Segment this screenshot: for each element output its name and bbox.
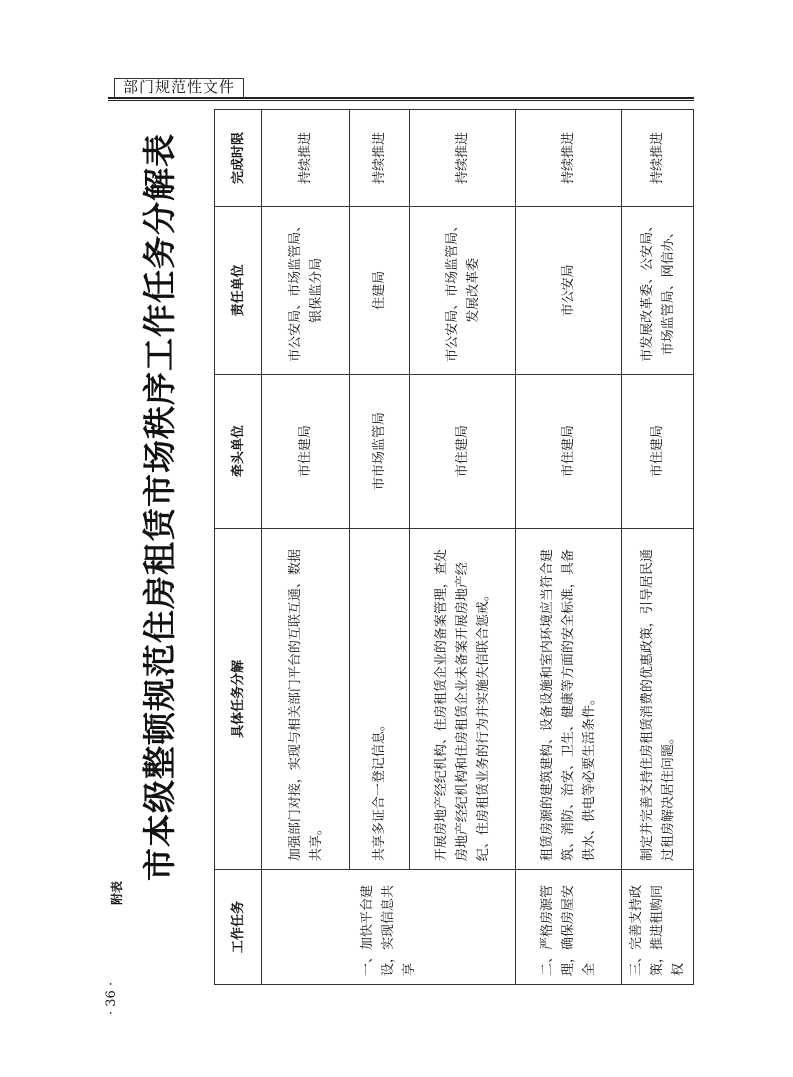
- responsible-cell: 住建局: [350, 206, 410, 374]
- detail-cell: 开展房地产经纪机构、住房租赁企业的备案管理，查处房地产经纪机构和住房租赁企业未备案开展房地产经纪、住房租赁业务的行为并实施失信联合惩戒。: [410, 528, 516, 870]
- detail-cell: 加强部门对接，实现与相关部门平台的互联互通、数据共享。: [262, 528, 350, 870]
- rotated-page-content: [100, 85, 700, 1015]
- task-table: [214, 109, 694, 985]
- annex-label: 附表: [110, 880, 124, 905]
- deadline-cell: 持续推进: [622, 110, 694, 207]
- responsible-cell: 市发展改革委、公安局、市场监管局、网信办、: [622, 206, 694, 374]
- lead-cell: 市市场监管局: [350, 374, 410, 528]
- detail-cell: 共享多证合一登记信息。: [350, 528, 410, 870]
- task-cell: 三、完善支持政策，推进租购同权: [622, 870, 694, 985]
- table-row: [622, 110, 694, 985]
- table-row: [410, 110, 516, 985]
- page-number: · 36 ·: [104, 981, 119, 1015]
- deadline-cell: 持续推进: [410, 110, 516, 207]
- lead-cell: 市住建局: [622, 374, 694, 528]
- lead-cell: 市住建局: [262, 374, 350, 528]
- detail-cell: 制定并完善支持住房租赁消费的优惠政策，引导居民通过租房解决居住问题。: [622, 528, 694, 870]
- task-cell: 二、严格房源管理，确保房屋安全: [516, 870, 622, 985]
- responsible-cell: 市公安局、市场监管局、银保监分局: [262, 206, 350, 374]
- deadline-cell: 持续推进: [262, 110, 350, 207]
- table-row: [262, 110, 350, 985]
- deadline-cell: 持续推进: [350, 110, 410, 207]
- deadline-cell: 持续推进: [516, 110, 622, 207]
- document-title: 市本级整顿规范住房租赁市场秩序工作任务分解表: [140, 133, 179, 881]
- header-responsible: 责任单位: [215, 206, 262, 374]
- section-label: 部门规范性文件: [114, 78, 244, 98]
- lead-cell: 市住建局: [516, 374, 622, 528]
- table-header-row: [215, 110, 262, 985]
- header-task: 工作任务: [215, 870, 262, 985]
- header-detail: 具体任务分解: [215, 528, 262, 870]
- table-row: [350, 110, 410, 985]
- detail-cell: 租赁房源的建筑建构、设备设施和室内环境应当符合建筑、消防、治安、卫生、健康等方面的安全标准，具备供水、供电等必要生活条件。: [516, 528, 622, 870]
- task-cell: 一、加快平台建设，实现信息共享: [262, 870, 516, 985]
- responsible-cell: 市公安局: [516, 206, 622, 374]
- responsible-cell: 市公安局、市场监管局、发展改革委: [410, 206, 516, 374]
- lead-cell: 市住建局: [410, 374, 516, 528]
- header-deadline: 完成时限: [215, 110, 262, 207]
- table-row: [516, 110, 622, 985]
- header-lead: 牵头单位: [215, 374, 262, 528]
